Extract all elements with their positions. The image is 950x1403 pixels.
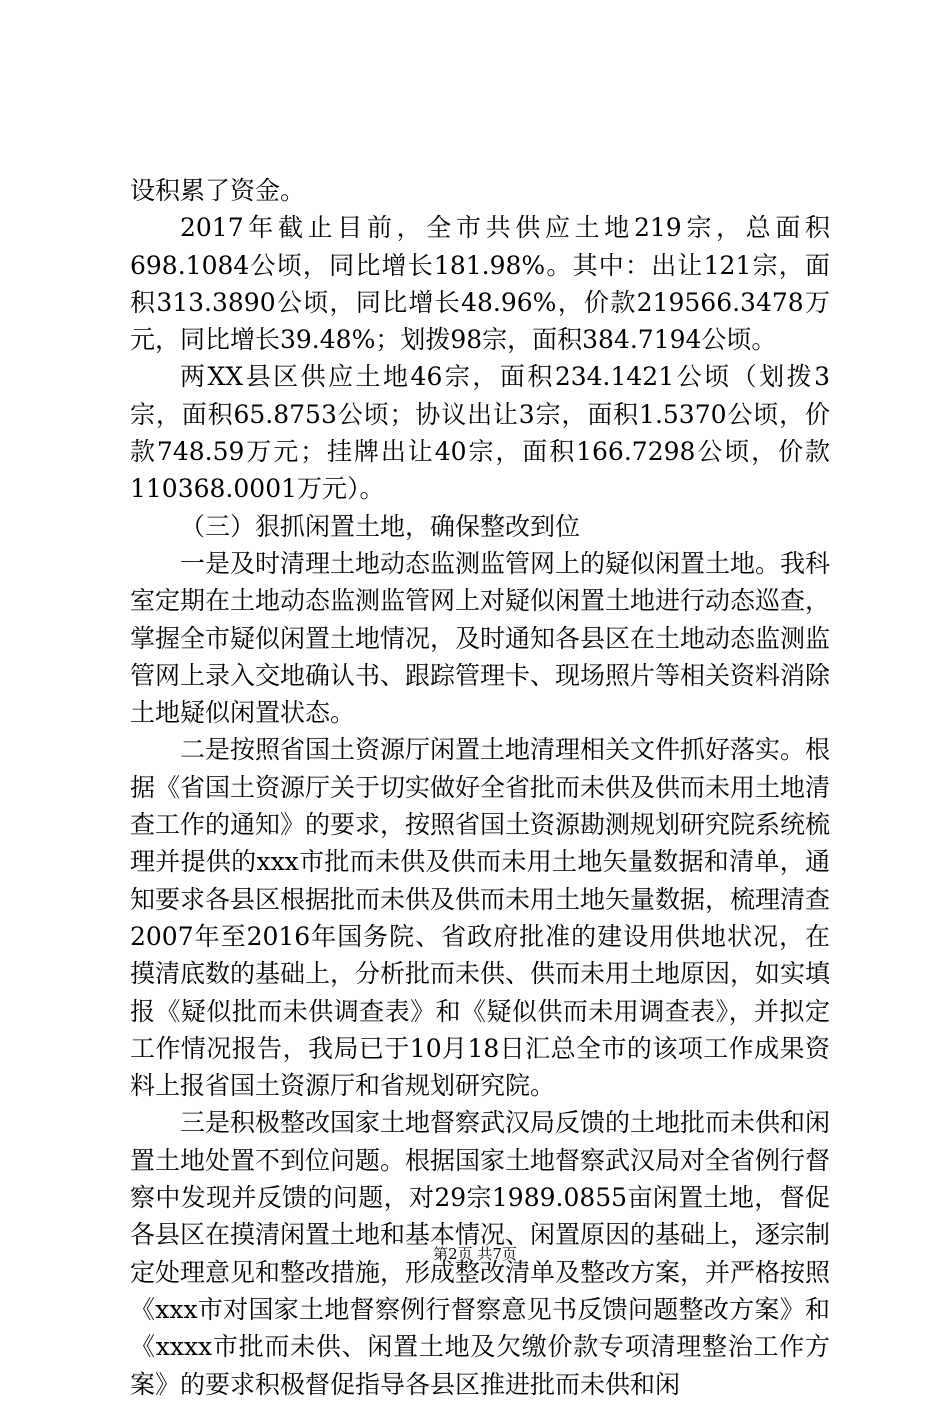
body-text xyxy=(130,172,830,1403)
paragraph-2017-supply: 2017年截止目前，全市共供应土地219宗，总面积698.1084公顷，同比增长181.98%。其中：出让121宗，面积313.3890公顷，同比增长48.96%，价款219566.3478万元，同比增长39.48%；划拨98宗，面积384.7194公顷。 xyxy=(130,213,830,355)
section-heading: （三）狠抓闲置土地，确保整改到位 xyxy=(180,511,581,541)
paragraph-county-supply: 两XX县区供应土地46宗，面积234.1421公顷（划拨3宗，面积65.8753公顷；协议出让3宗，面积1.5370公顷，价款748.59万元；挂牌出让40宗，面积166.7298公顷，价款110368.0001万元）。 xyxy=(130,362,830,504)
paragraph-item-three: 三是积极整改国家土地督察武汉局反馈的土地批而未供和闲置土地处置不到位问题。根据国家土地督察武汉局对全省例行督察中发现并反馈的问题，对29宗1989.0855亩闲置土地，督促各县区在摸清闲置土地和基本情况、闲置原因的基础上，逐宗制定处理意见和整改措施，形成整改清单及整改方案，并严格按照《xxx市对国家土地督察例行督察意见书反馈问题整改方案》和《xxxx市批而未供、闲置土地及欠缴价款专项清理整治工作方案》的要求积极督促指导各县区推进批而未供和闲 xyxy=(130,1108,831,1399)
page-number-footer: 第2页 共7页 xyxy=(433,1245,517,1263)
paragraph-continuation: 设积累了资金。 xyxy=(130,176,306,205)
paragraph-item-two: 二是按照省国土资源厅闲置土地清理相关文件抓好落实。根据《省国土资源厅关于切实做好全省批而未供及供而未用土地清查工作的通知》的要求，按照省国土资源勘测规划研究院系统梳理并提供的xxx市批而未供及供而未用土地矢量数据和清单，通知要求各县区根据批而未供及供而未用土地矢量数据，梳理清查2007年至2016年国务院、省政府批准的建设用供地状况，在摸清底数的基础上，分析批而未供、供而未用土地原因，如实填报《疑似批而未供调查表》和《疑似供而未用调查表》，并拟定工作情况报告，我局已于10月18日汇总全市的该项工作成果资料上报省国土资源厅和省规划研究院。 xyxy=(130,735,831,1101)
paragraph-item-one: 一是及时清理土地动态监测监管网上的疑似闲置土地。我科室定期在土地动态监测监管网上对疑似闲置土地进行动态巡查，掌握全市疑似闲置土地情况，及时通知各县区在土地动态监测监管网上录入交地确认书、跟踪管理卡、现场照片等相关资料消除土地疑似闲置状态。 xyxy=(130,548,831,728)
